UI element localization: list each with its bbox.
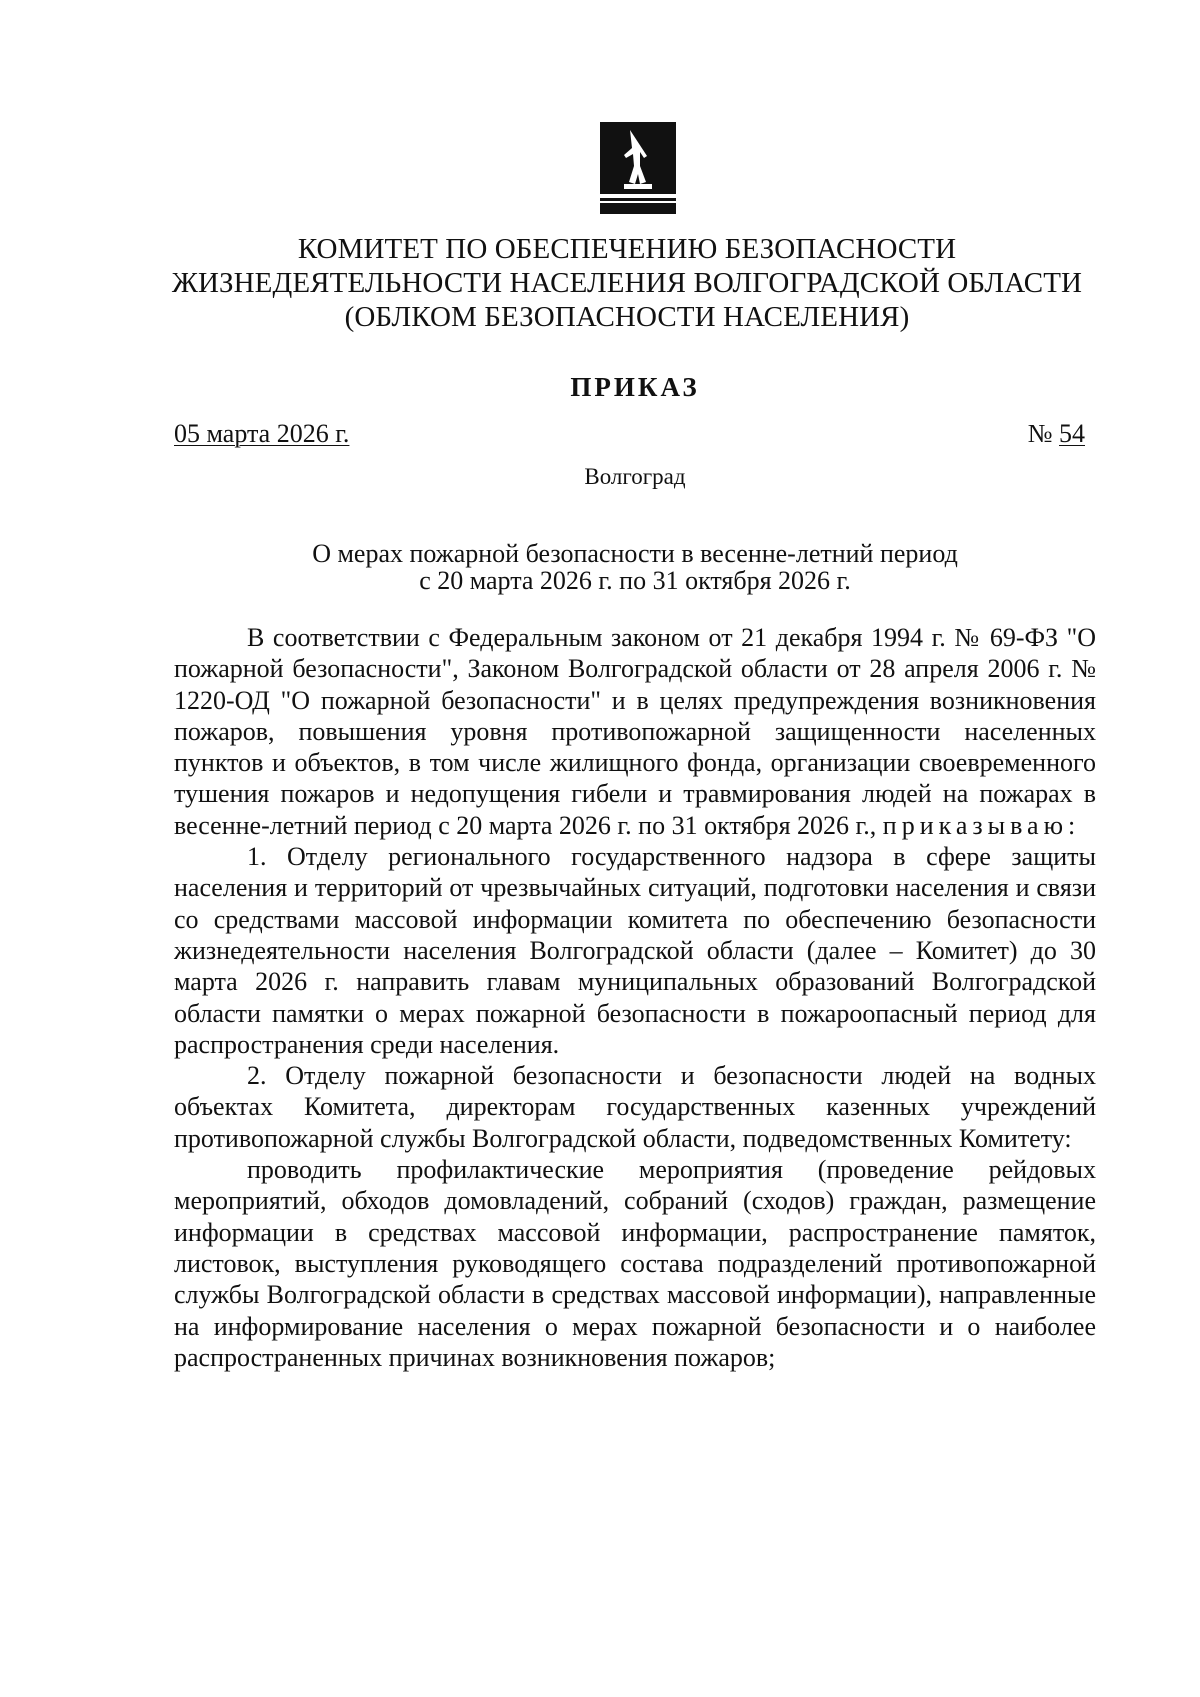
coat-of-arms-icon [600,122,676,214]
city-name: Волгоград [584,464,686,489]
order-number [1028,419,1085,449]
number-sign: № [1027,419,1053,448]
order-word: приказываю: [882,810,1081,840]
org-line-2: ЖИЗНЕДЕЯТЕЛЬНОСТИ НАСЕЛЕНИЯ ВОЛГОГРАДСКОЙ ОБЛАСТИ [171,267,1083,299]
subject-line-1: О мерах пожарной безопасности в весенне-летний период [312,539,958,568]
preamble-paragraph [174,622,1096,841]
org-line-3: (ОБЛКОМ БЕЗОПАСНОСТИ НАСЕЛЕНИЯ) [344,301,910,333]
org-line-1: КОМИТЕТ ПО ОБЕСПЕЧЕНИЮ БЕЗОПАСНОСТИ [297,233,957,265]
subject-line-2: с 20 марта 2026 г. по 31 октября 2026 г. [419,566,851,595]
order-date: 05 марта 2026 г. [174,419,350,448]
item-1-paragraph: 1. Отделу регионального государственного надзора в сфере защиты населения и территорий от чрезвычайных ситуаций, подготовки населения и связи со средствами массовой информации комитета по обеспечению безопасности жизнедеятельности населения Волгоградской области (далее – Комитет) до 30 марта 2026 г. направить главам муниципальных образований Волгоградской области памятки о мерах пожарной безопасности в пожароопасный период для распространения среди населения. [174,842,1096,1059]
number-value: 54 [1059,419,1085,448]
order-subject [0,540,1200,594]
item-2-paragraph: 2. Отделу пожарной безопасности и безопасности людей на водных объектах Комитета, директорам государственных казенных учреждений противопожарной службы Волгоградской области, подведомственных Комитету: [174,1061,1096,1153]
item-2-subparagraph: проводить профилактические мероприятия (проведение рейдовых мероприятий, обходов домовладений, собраний (сходов) граждан, размещение информации в средствах массовой информации, распространение памяток, листовок, выступления руководящего состава подразделений противопожарной службы Волгоградской области в средствах массовой информации), направленные на информирование населения о мерах пожарной безопасности и о наиболее распространенных причинах возникновения пожаров; [174,1155,1096,1372]
order-body [174,622,1096,1373]
organization-name [160,232,1094,334]
preamble-text: В соответствии с Федеральным законом от 21 декабря 1994 г. № 69-ФЗ "О пожарной безопасности", Законом Волгоградской области от 28 апреля 2006 г. № 1220-ОД "О пожарной безопасности" и в целях предупреждения возникновения пожаров, повышения уровня противопожарной защищенности населенных пунктов и объектов, в том числе жилищного фонда, организации своевременного тушения пожаров и недопущения гибели и травмирования людей на пожарах в весенне-летний период с 20 марта 2026 г. по 31 октября 2026 г., [174,623,1096,840]
document-type-title: ПРИКАЗ [570,372,700,402]
